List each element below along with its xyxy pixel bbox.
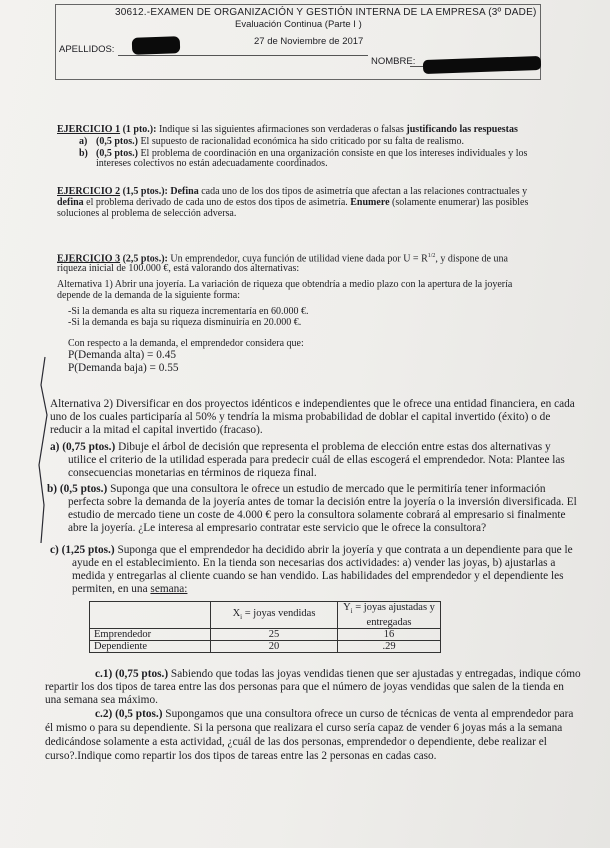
- ej2-line3: soluciones al problema de selección adversa.: [57, 208, 237, 219]
- ej3-b-line1: [47, 483, 546, 495]
- ej3-b-text1: Suponga que una consultora le ofrece un estudio de mercado que le permitiría tener información: [107, 483, 546, 495]
- ej3-line2: riqueza inicial de 100.000 €, está valorando dos alternativas:: [57, 263, 300, 274]
- ej3-c2-line4: curso?.Indique como repartir los dos tipos de tareas entre las 2 personas en cadas caso.: [45, 750, 437, 762]
- ej1-points: (1 pto.):: [120, 124, 157, 135]
- row-emprendedor-x: 25: [211, 629, 338, 641]
- table-header-row: [90, 602, 441, 629]
- ej1-line1-bold: justificando las respuestas: [406, 124, 518, 135]
- pen-margin-mark: [35, 355, 49, 545]
- ej3-c1-line3: una semana sea máximo.: [45, 694, 158, 706]
- row-dependiente-x: 20: [211, 641, 338, 653]
- ej3-exponent: 1/2: [427, 253, 436, 259]
- ej3-prob-intro: Con respecto a la demanda, el emprendedor considera que:: [68, 338, 304, 349]
- ej2-line2: [57, 197, 528, 208]
- col2-sub: i: [350, 607, 353, 616]
- nombre-label: NOMBRE:: [371, 56, 416, 67]
- ej3-alt1-high: -Si la demanda es alta su riqueza incrementaría en 60.000 €.: [68, 306, 309, 317]
- table-row: [90, 641, 441, 653]
- ej1-b-label: b): [79, 148, 88, 159]
- ej3-c-line4a: permiten, en una: [72, 583, 151, 595]
- ej2-heading: EJERCICIO 2: [57, 186, 121, 197]
- ej3-alt2-line2: uno de los cuales participaría al 50% y tendría la misma probabilidad de doblar el capital invertido (éxito) o de: [50, 411, 551, 423]
- ej3-a-line1: [50, 441, 551, 453]
- ej1-intro: [57, 124, 518, 135]
- ej3-c-line2: ayude en el establecimiento. En la tienda son necesarias dos actividades: a) vender las joyas, b) ajustarlas a: [72, 557, 556, 569]
- ej3-c1-line2: repartir los dos tipos de tarea entre las dos personas para que el número de joyas vendidas que salen de la tienda en: [45, 681, 564, 693]
- table-row: [90, 629, 441, 641]
- ej2-line2-text: el problema derivado de cada uno de estos dos tipos de asimetría.: [83, 197, 351, 208]
- exam-subtitle: Evaluación Continua (Parte I ): [235, 19, 362, 30]
- ej3-line1-text: Un emprendedor, cuya función de utilidad viene dada por U = R: [167, 253, 428, 265]
- col1-sub: i: [240, 612, 243, 621]
- ej2-define: Defina: [170, 186, 199, 197]
- col2-line2: entregadas: [366, 617, 412, 629]
- table-header-empty: [90, 602, 211, 629]
- col2-rest: = joyas ajustadas y: [352, 602, 435, 613]
- ej3-c1-label: c.1) (0,75 ptos.): [95, 668, 169, 680]
- col1-symbol: X: [232, 607, 241, 619]
- ej3-c2-line3: dedicándose solamente a esta actividad, ¿cuál de las dos personas, emprendedor o dependiente, debe realizar el: [45, 736, 547, 748]
- ej3-c-line3: medida y entregarlas al cliente cuando se han vendido. Las habilidades del emprendedor y el dependiente les: [72, 570, 564, 582]
- ej3-alt2-line1: Alternativa 2) Diversificar en dos proyectos idénticos e independientes que le ofrece una entidad financiera, en cada: [50, 398, 575, 410]
- ej1-item-a-text: [96, 136, 464, 147]
- row-dependiente-label: Dependiente: [90, 641, 211, 653]
- ej1-item-b: [79, 148, 88, 159]
- ej3-c2-text1: Supongamos que una consultora ofrece un curso de técnicas de venta al emprendedor para: [162, 708, 574, 720]
- ej1-b-text2: intereses colectivos no están adecuadamente coordinados.: [96, 158, 328, 169]
- ej3-c-line4b: semana:: [150, 583, 188, 595]
- ej3-c2-line2: él mismo o para su dependiente. Si la persona que realizara el curso sería capaz de vender 6 joyas más a la semana: [45, 722, 563, 734]
- ej3-a-line3: consecuencias monetarias en términos de riqueza final.: [68, 467, 317, 479]
- ej3-c2-line1: [95, 708, 573, 720]
- ej1-line1: Indique si las siguientes afirmaciones son verdaderas o falsas: [156, 124, 407, 135]
- ej3-b-line4: abre la joyería. ¿Le interesa al empresario contratar este servicio que le ofrece la consultora?: [68, 522, 487, 534]
- ej3-c2-label: c.2) (0,5 ptos.): [95, 708, 163, 720]
- row-dependiente-y: .29: [338, 641, 441, 653]
- ej3-b-label: b) (0,5 ptos.): [47, 483, 108, 495]
- ej3-points: (2,5 ptos.):: [120, 253, 168, 265]
- skills-table: [89, 601, 441, 653]
- ej2-line1: [57, 186, 527, 197]
- ej1-a-points: (0,5 ptos.): [96, 136, 138, 147]
- ej3-c1-line1: [95, 668, 581, 680]
- ej3-alt1-line2: depende de la demanda de la siguiente forma:: [57, 290, 240, 301]
- ej3-a-text1: Dibuje el árbol de decisión que representa el problema de elección entre estas dos alternativas y: [115, 441, 551, 453]
- ej3-b-line3: estudio de mercado tiene un coste de 4.000 € pero la consultora solamente cobrará al empresario si finalmente: [68, 509, 566, 521]
- redacted-surname: [132, 36, 181, 55]
- ej3-c-label: c) (1,25 ptos.): [50, 544, 115, 556]
- ej2-define2: defina: [57, 197, 84, 208]
- apellidos-label: APELLIDOS:: [59, 44, 115, 55]
- ej1-b-text1: El problema de coordinación en una organización consiste en que los intereses individuales y los: [137, 148, 528, 159]
- ej3-c-line1: [50, 544, 573, 556]
- ej3-c1-text1: Sabiendo que todas las joyas vendidas tienen que ser ajustadas y entregadas, indique cómo: [168, 668, 581, 680]
- ej3-prob-high: P(Demanda alta) = 0.45: [68, 349, 177, 361]
- ej2-line2-end: (solamente enumerar) las posibles: [389, 197, 529, 208]
- row-emprendedor-y: 16: [338, 629, 441, 641]
- exam-title: 30612.-EXAMEN DE ORGANIZACIÓN Y GESTIÓN INTERNA DE LA EMPRESA (3º DADE): [115, 7, 537, 18]
- ej1-a-label: a): [79, 136, 88, 147]
- exam-date: 27 de Noviembre de 2017: [254, 36, 364, 47]
- ej3-c-text1: Suponga que el emprendedor ha decidido abrir la joyería y que contrata a un dependiente para que le: [114, 544, 573, 556]
- ej3-alt1-line1: Alternativa 1) Abrir una joyería. La variación de riqueza que obtendría a medio plazo con la apertura de la joyería: [57, 279, 513, 290]
- ej3-b-line2: perfecta sobre la demanda de la joyería antes de tomar la decisión entre la joyería o la inversión diversificada. El: [68, 496, 577, 508]
- ej1-a-text: El supuesto de racionalidad económica ha sido criticado por su falta de realismo.: [137, 136, 464, 147]
- col1-rest: = joyas vendidas: [242, 607, 316, 619]
- ej2-points: (1,5 ptos.):: [120, 186, 171, 197]
- ej3-prob-low: P(Demanda baja) = 0.55: [68, 362, 179, 374]
- ej3-alt1-low: -Si la demanda es baja su riqueza disminuiría en 20.000 €.: [68, 317, 302, 328]
- ej2-enumere: Enumere: [350, 197, 390, 208]
- col2-symbol: Y: [343, 602, 351, 613]
- ej2-line1-text: cada uno de los dos tipos de asimetría que afectan a las relaciones contractuales y: [198, 186, 528, 197]
- row-emprendedor-label: Emprendedor: [90, 629, 211, 641]
- ej3-a-label: a) (0,75 ptos.): [50, 441, 116, 453]
- apellidos-line: [118, 55, 368, 56]
- table-header-y: [338, 602, 441, 629]
- ej3-c-line4: [72, 583, 187, 595]
- ej3-heading: EJERCICIO 3: [57, 253, 121, 265]
- ej3-alt2-line3: reducir a la mitad el capital invertido (fracaso).: [50, 424, 263, 436]
- ej3-a-line2: utilice el criterio de la utilidad esperada para predecir cuál de ellas escogerá el emprendedor. Nota: Plantee las: [68, 454, 565, 466]
- table-header-x: [211, 602, 338, 629]
- ej1-b-points: (0,5 ptos.): [96, 148, 138, 159]
- ej1-heading: EJERCICIO 1: [57, 124, 121, 135]
- ej1-item-a: [79, 136, 87, 147]
- ej3-line1-end: , y dispone de una: [435, 253, 508, 265]
